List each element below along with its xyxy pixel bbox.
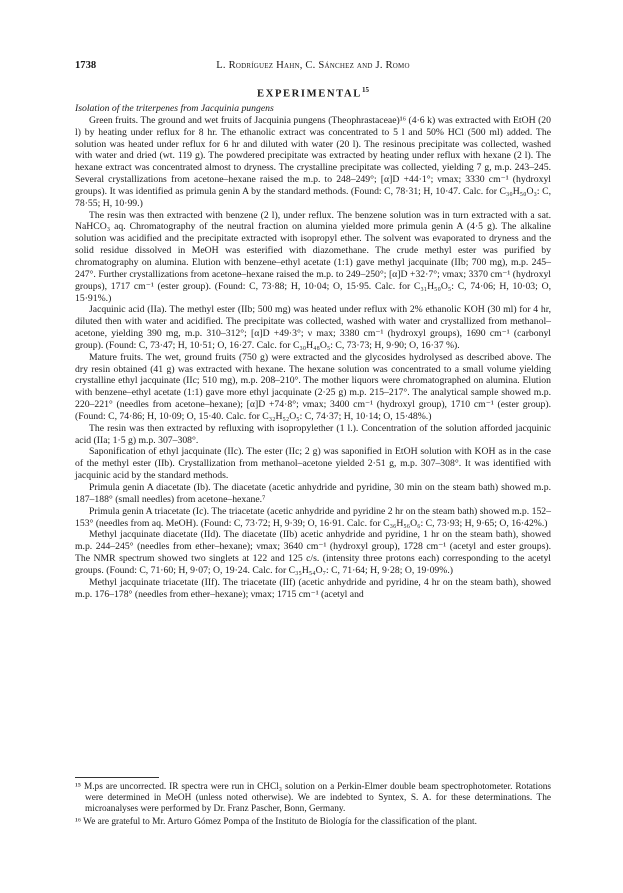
paragraph-benzene-extraction: The resin was then extracted with benzene (2 l), under reflux. The benzene solution was in turn extracted with a sat. NaHCO₃ aq. Chromatography of the neutral fraction on alumina yielded more primula genin A (4·5 g). The alkaline solution was acidified and the precipitate extracted with isopropyl ether. The solvent was evaporated to dryness and the solid residue dissolved in MeOH was esterified with diazomethane. The crude methyl ester was purified by chromatography on alumina. Elution with benzene–ethyl acetate (1:1) gave methyl jacquinate (IIb; 700 mg), m.p. 245–247°. Further crystallizations from acetone–hexane raised the m.p. to 249–250°; [α]D +32·7°; νmax; 3370 cm⁻¹ (hydroxyl groups), 1717 cm⁻¹ (ester group). (Found: C, 73·88; H, 10·04; O, 15·95. Calc. for C₃₁H₅₀O₅: C, 74·06; H, 10·03; O, 15·91%.): [75, 209, 551, 304]
paragraph-mature-fruits: Mature fruits. The wet, ground fruits (750 g) were extracted and the glycosides hydrolysed as described above. The dry resin obtained (41 g) was extracted with hexane. The hexane solution was concentrated to a small volume yielding crystalline ethyl jacquinate (IIc; 510 mg), m.p. 208–210°. The mother liquors were chromatographed on alumina. Elution with benzene–ethyl acetate (1:1) gave more ethyl jacquinate (2·25 g) m.p. 215–217°. The analytical sample showed m.p. 220–221° (needles from acetone–hexane); [α]D +74·8°; νmax; 3400 cm⁻¹ (hydroxyl group), 1710 cm⁻¹ (ester group). (Found: C, 74·86; H, 10·09; O, 15·40. Calc. for C₃₂H₅₂O₅: C, 74·37; H, 10·14; O, 15·48%.): [75, 351, 551, 422]
paragraph-green-fruits: Green fruits. The ground and wet fruits of Jacquinia pungens (Theophrastaceae)¹⁶ (4·6 k) was extracted with EtOH (20 l) by heating under reflux for 8 hr. The ethanolic extract was concentrated to 5 l and 50% HCl (500 ml) added. The solution was heated under reflux for 6 hr and diluted with water (20 l). The resinous precipitate was collected, washed with water and dried (wt. 119 g). The powdered precipitate was extracted by heating under reflux with hexane (2 l). The hexane extract was concentrated almost to dryness. The crystalline precipitate was collected, yielding 7 g, m.p. 243–245. Several crystallizations from acetone–hexane raised the m.p. to 248–249°; [α]D +44·1°; νmax; 3330 cm⁻¹ (hydroxyl groups). It was identified as primula genin A by the standard methods. (Found: C, 78·31; H, 10·47. Calc. for C₃₀H₅₀O₃: C, 78·55; H, 10·99.): [75, 114, 551, 209]
running-head-authors: L. Rodríguez Hahn, C. Sánchez and J. Romo: [216, 60, 410, 71]
paragraph-primula-triacetate: Primula genin A triacetate (Ic). The triacetate (acetic anhydride and pyridine 2 hr on the steam bath) showed m.p. 152–153° (needles from aq. MeOH). (Found: C, 73·72; H, 9·39; O, 16·91. Calc. for C₃₆H₅₆O₆: C, 73·93; H, 9·65; O, 16·42%.): [75, 505, 551, 529]
footnote-16: ¹⁶ We are grateful to Mr. Arturo Gómez Pompa of the Instituto de Biología for the classification of the plant.: [75, 816, 477, 827]
page-number: 1738: [75, 60, 97, 71]
footnote-15: ¹⁵ M.ps are uncorrected. IR spectra were run in CHCl₃ solution on a Perkin-Elmer double beam spectrophotometer. Rotations were determined in MeOH (unless noted otherwise). We are indebted to Syntex, S. A. for these determinations. The microanalyses were performed by Dr. Franz Pascher, Bonn, Germany.: [75, 782, 551, 815]
paragraph-methyl-triacetate: Methyl jacquinate triacetate (IIf). The triacetate (IIf) (acetic anhydride and pyridine, 4 hr on the steam bath), showed m.p. 176–178° (needles from ether–hexane); νmax; 1715 cm⁻¹ (acetyl and: [75, 576, 551, 600]
paragraph-primula-diacetate: Primula genin A diacetate (Ib). The diacetate (acetic anhydride and pyridine, 30 min on the steam bath) showed m.p. 187–188° (small needles) from acetone–hexane.⁷: [75, 482, 551, 505]
paragraph-isopropylether: The resin was then extracted by refluxing with isopropylether (1 l.). Concentration of the solution afforded jacquinic acid (IIa; 1·5 g) m.p. 307–308°.: [75, 422, 551, 446]
paragraph-methyl-diacetate: Methyl jacquinate diacetate (IId). The diacetate (IIb) acetic anhydride and pyridine, 1 hr on the steam bath), showed m.p. 244–245° (needles from ether–hexane); νmax; 3640 cm⁻¹ (hydroxyl group), 1728 cm⁻¹ (acetyl and ester groups). The NMR spectrum showed two singlets at 122 and 125 c/s. (intensity three protons each) corresponding to the acetyl groups. (Found: C, 71·60; H, 9·07; O, 19·24. Calc. for C₃₅H₅₄O₇: C, 71·64; H, 9·28; O, 19·09%.): [75, 529, 551, 576]
section-heading: [75, 86, 551, 100]
section-title: EXPERIMENTAL: [257, 88, 362, 100]
article-body: [75, 103, 551, 600]
footnotes: [75, 777, 551, 829]
footnote-divider: [75, 777, 159, 778]
subheading: Isolation of the triterpenes from Jacquinia pungens: [75, 103, 274, 114]
paragraph-saponification: Saponification of ethyl jacquinate (IIc). The ester (IIc; 2 g) was saponified in EtOH solution with KOH as in the case of the methyl ester (IIb). Crystallization from methanol–acetone yielded 2·51 g, m.p. 307–308°. It was identified with jacquinic acid by the standard methods.: [75, 446, 551, 482]
paragraph-jacquinic-acid: Jacquinic acid (IIa). The methyl ester (IIb; 500 mg) was heated under reflux with 2% ethanolic KOH (30 ml) for 4 hr, diluted then with water and acidified. The precipitate was collected, washed with water and crystallized from methanol–acetone, yielding 390 mg, m.p. 310–312°; [α]D +49·3°; ν max; 3380 cm⁻¹ (hydroxyl groups), 1690 cm⁻¹ (carbonyl group). (Found: C, 73·47; H, 10·51; O, 16·27. Calc. for C₃₀H₄₈O₅: C, 73·73; H, 9·90; O, 16·37 %).: [75, 304, 551, 351]
running-header: [75, 60, 551, 74]
section-title-footnote-ref: 15: [361, 86, 369, 94]
